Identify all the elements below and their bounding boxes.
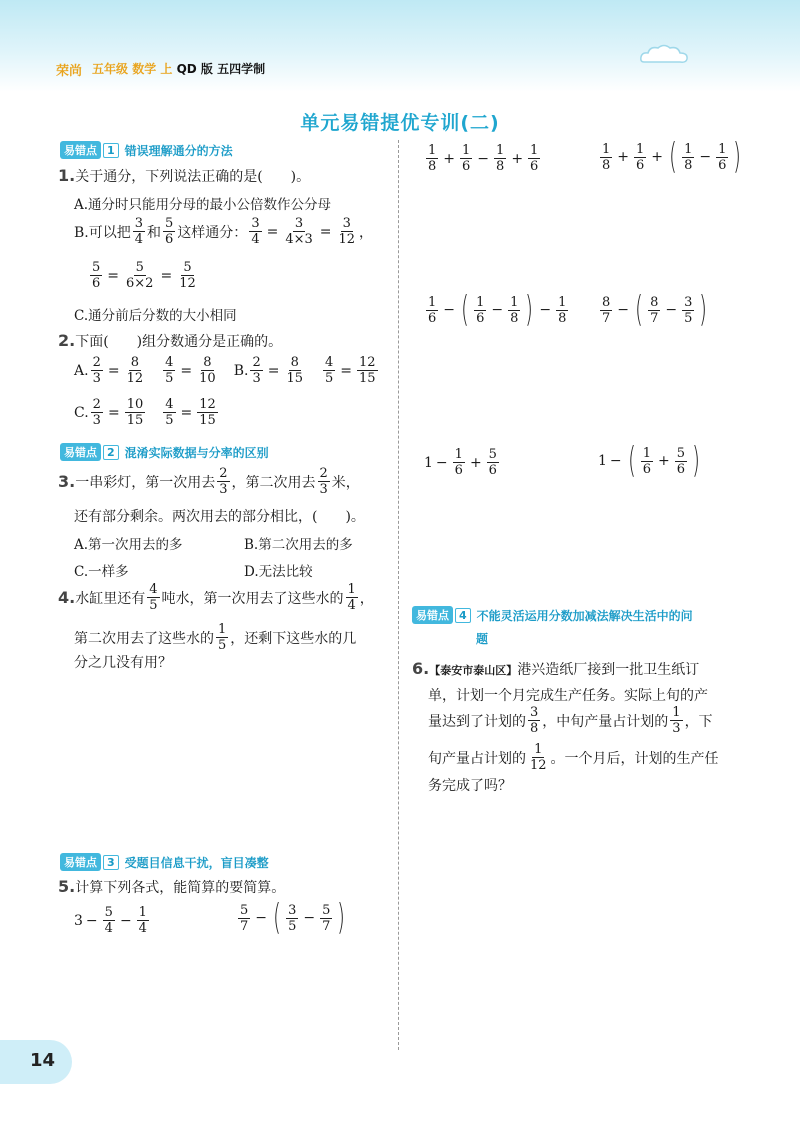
error-point-1-tag: 易错点 1 错误理解通分的方法 — [60, 141, 233, 159]
q5-expr-6: 8 7 − ( 8 7 − $\frac{3}{5}$ ) — [602, 289, 708, 330]
region-label: 【泰安市泰山区】 — [429, 664, 518, 677]
q6-stem-line1: 6.【泰安市泰山区】港兴造纸厂接到一批卫生纸订 — [412, 659, 700, 678]
q3-stem-cont: 还有部分剩余。两次用去的部分相比，( )。 — [74, 509, 365, 525]
q1-option-c: C.通分前后分数的大小相同 — [74, 308, 237, 324]
q6-stem-line5: 务完成了吗？ — [428, 778, 512, 794]
column-divider — [398, 140, 399, 1050]
q5-expr-2: 5 7 − ( 3 5 − $\frac{5}{7}$ ) — [240, 897, 346, 938]
q1-option-b: B.可以把 3 4 和 5 6 这样通分： $\frac{3}{4}$ = $\frac{3}{4\times 3}$ = $\frac{3}{12}$ ， — [74, 216, 374, 247]
q4-stem: 4. 水缸里还有 4 5 吨水，第一次用去了这些水的 1 4 ， — [58, 582, 374, 613]
brand-logo: 荣尚 — [56, 64, 83, 79]
q1-stem: 1.关于通分，下列说法正确的是( )。 — [58, 166, 311, 185]
page-number-badge — [0, 1040, 72, 1084]
q2-options-ab: A. $\frac{2}{3}$ = $\frac{8}{12}$ $\frac{4}{5}$ = $\frac{8}{10}$ B. $\frac{2}{3}$ = $\frac{8}{15}$ $\frac{4}{5}$ = $\frac{12}{15}$ — [74, 355, 376, 386]
q5-expr-3: 1 8 + $\frac{1}{6}$ − $\frac{1}{8}$ + $\frac{1}{6}$ — [428, 143, 539, 174]
q5-stem: 5.计算下列各式，能简算的要简算。 — [58, 877, 286, 896]
header-title: 五年级 数学 上 QD 版 五四学制 — [92, 62, 266, 76]
q3-option-d: D.无法比较 — [244, 564, 313, 580]
error-point-4-tag-cont: 题 — [476, 632, 489, 646]
fraction: 3 4 — [134, 216, 144, 247]
q1-option-a: A.通分时只能用分母的最小公倍数作公分母 — [74, 197, 332, 213]
error-point-2-tag: 易错点 2 混淆实际数据与分率的区别 — [60, 443, 269, 461]
error-point-4-tag: 易错点 4 不能灵活运用分数加减法解决生活中的问 — [412, 606, 693, 624]
q3-option-b: B.第二次用去的多 — [244, 537, 353, 553]
q5-expr-7: 1 − $\frac{1}{6}$ + $\frac{5}{6}$ — [424, 447, 497, 478]
q5-expr-5: 1 6 − ( 1 6 − $\frac{1}{8}$ ) − $\frac{1}{8}$ — [428, 289, 567, 330]
q5-expr-1: 3 − $\frac{5}{4}$ − $\frac{1}{4}$ — [74, 905, 147, 936]
error-point-3-tag: 易错点 3 受题目信息干扰，盲目凑整 — [60, 853, 269, 871]
q4-stem-line3: 分之几没有用？ — [74, 655, 172, 671]
q5-expr-4: 1 8 + $\frac{1}{6}$ + ( 1 8 − $\frac{1}{6}$ ) — [602, 136, 742, 177]
page-title: 单元易错提优专训(二) — [300, 112, 500, 134]
page-number: 14 — [30, 1050, 56, 1071]
q5-expr-8: 1 − ( 1 6 + $\frac{5}{6}$ ) — [598, 440, 700, 481]
q6-stem-line2: 单，计划一个月完成生产任务。实际上旬的产 — [428, 688, 708, 704]
q3-option-c: C.一样多 — [74, 564, 129, 580]
cloud-icon — [638, 42, 690, 66]
q6-stem-line4: 旬产量占计划的 1 12 。一个月后，计划的生产任 — [428, 742, 719, 773]
q2-option-c: C. $\frac{2}{3}$ = $\frac{10}{15}$ $\frac{4}{5}$ = $\frac{12}{15}$ — [74, 397, 216, 428]
q3-stem: 3. 一串彩灯，第一次用去 2 3 ，第二次用去 2 3 米， — [58, 466, 360, 497]
q2-stem: 2.下面( )组分数通分是正确的。 — [58, 331, 283, 350]
q3-option-a: A.第一次用去的多 — [74, 537, 183, 553]
q6-stem-line3: 量达到了计划的 3 8 ，中旬产量占计划的 1 3 ，下 — [428, 705, 713, 736]
q1-option-b-cont: $\frac{5}{6}$ = $\frac{5}{6\times 2}$ = $\frac{5}{12}$ — [92, 260, 196, 291]
fraction: 5 6 — [165, 216, 174, 247]
q4-stem-line2: 第二次用去了这些水的 1 5 ，还剩下这些水的几 — [74, 622, 357, 653]
